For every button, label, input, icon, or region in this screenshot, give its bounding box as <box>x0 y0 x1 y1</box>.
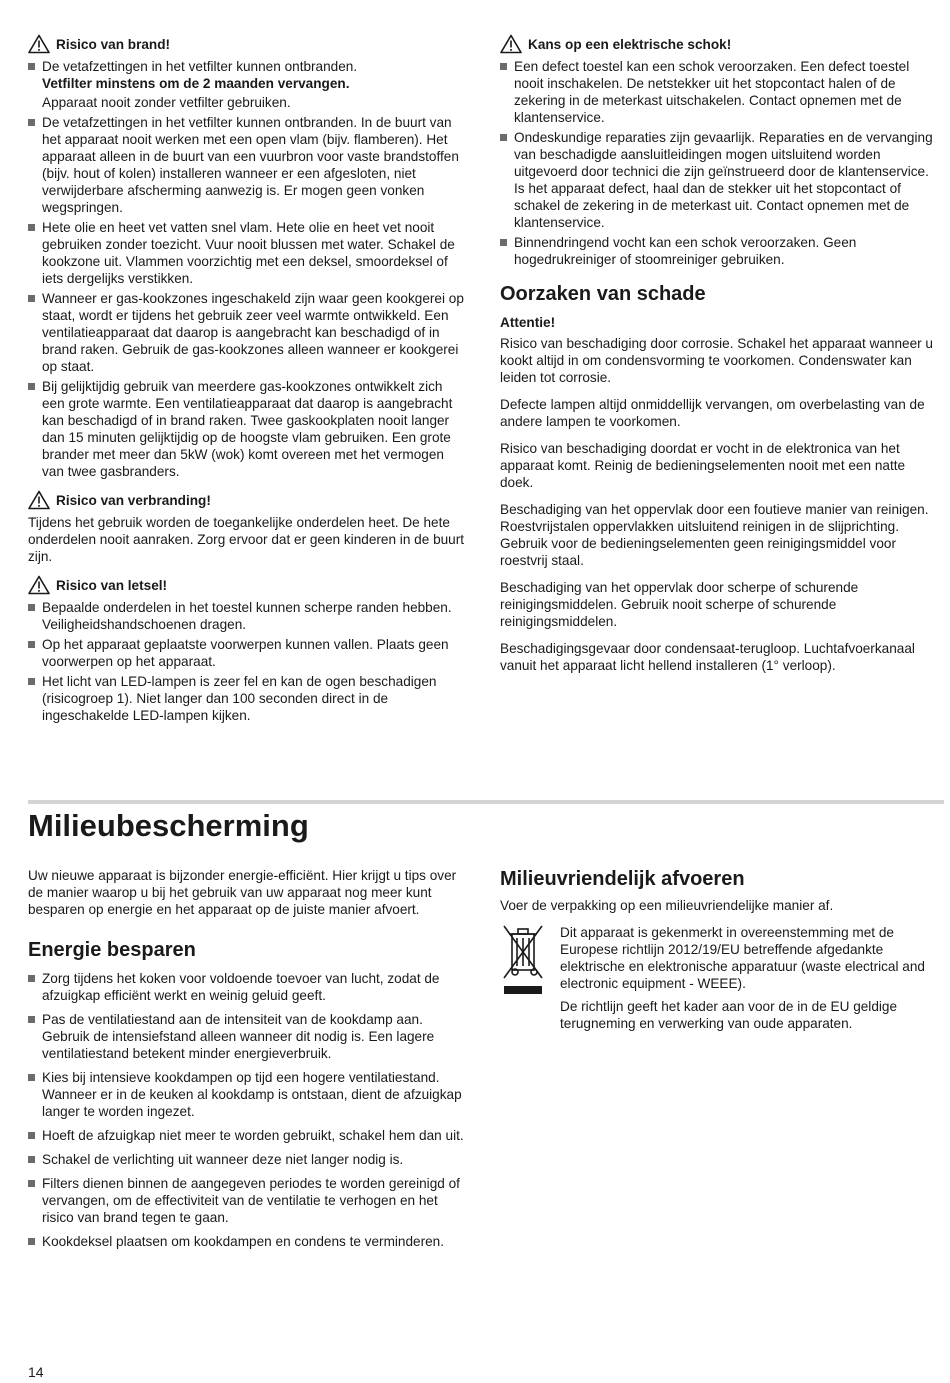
list-item: Schakel de verlichting uit wanneer deze niet langer nodig is. <box>28 1151 468 1168</box>
env-intro: Uw nieuwe apparaat is bijzonder energie-efficiënt. Hier krijgt u tips over de manier waarop u bij het gebruik van uw apparaat nog meer kunt besparen op energie en het apparaat op de juiste manier afvoert. <box>28 868 457 917</box>
list-item: Zorg tijdens het koken voor voldoende toevoer van lucht, zodat de afzuigkap efficiënt werkt en weinig geluid geeft. <box>28 970 468 1004</box>
shock-warning-label: Kans op een elektrische schok! <box>528 36 732 52</box>
shock-warning-title <box>500 34 940 54</box>
damage-paragraph: Risico van beschadiging doordat er vocht in de elektronica van het apparaat komt. Reinig de bedieningselementen nooit met een natte doek. <box>500 441 906 490</box>
fire-warning-title <box>28 34 468 54</box>
section-divider <box>28 800 944 804</box>
disposal-intro: Voer de verpakking op een milieuvriendelijke manier af. <box>500 898 834 913</box>
energy-heading: Energie besparen <box>28 939 196 961</box>
list-item: Kies bij intensieve kookdampen op tijd een hogere ventilatiestand. Wanneer er in de keuken al kookdamp is ontstaan, dient de afzuigkap langer te worden ingezet. <box>28 1069 468 1120</box>
left-column <box>28 34 468 727</box>
disposal-heading: Milieuvriendelijk afvoeren <box>500 868 745 890</box>
list-item: De vetafzettingen in het vetfilter kunnen ontbranden. In de buurt van het apparaat nooit werken met een open vlam (bijv. flamberen). Het apparaat alleen in de buurt van een vuurbron voor vaste brandstoffen (bijv. hout of kolen) installeren wanneer er een afgesloten, niet verwijderbare afscherming aanwezig is. Er mogen geen vonken wegspringen. <box>28 114 468 216</box>
weee-block <box>500 924 940 1032</box>
damage-paragraph: Beschadiging van het oppervlak door een foutieve manier van reinigen. Roestvrijstalen oppervlakken uitsluitend reinigen in de slijprichting. Gebruik voor de bedieningselementen geen reinigingsmiddel voor roestvrij staal. <box>500 502 929 568</box>
list-item-bold: Vetfilter minstens om de 2 maanden vervangen. <box>42 76 350 91</box>
warning-triangle-icon <box>500 34 522 54</box>
list-item: Binnendringend vocht kan een schok veroorzaken. Geen hogedrukreiniger of stoomreiniger gebruiken. <box>500 234 940 268</box>
damage-heading: Oorzaken van schade <box>500 283 706 305</box>
disposal-column <box>500 867 940 1032</box>
list-item: Hete olie en heet vet vatten snel vlam. Hete olie en heet vet nooit gebruiken zonder toezicht. Vuur nooit blussen met water. Schakel de kookzone uit. Vlammen voorzichtig met een deksel, smoordeksel of iets dergelijks verstikken. <box>28 219 468 287</box>
energy-bullet-list <box>28 970 468 1250</box>
injury-bullet-list <box>28 599 468 724</box>
fire-warning-label: Risico van brand! <box>56 36 171 52</box>
weee-paragraph: Dit apparaat is gekenmerkt in overeenstemming met de Europese richtlijn 2012/19/EU betreffende afgedankte elektrische en elektronische apparatuur (waste electrical and electronic equipment - WEEE). <box>560 925 925 991</box>
list-item: Hoeft de afzuigkap niet meer te worden gebruikt, schakel hem dan uit. <box>28 1127 468 1144</box>
section-title: Milieubescherming <box>28 808 309 843</box>
damage-paragraph: Beschadiging van het oppervlak door scherpe of schurende reinigingsmiddelen. Gebruik nooit scherpe of schurende reinigingsmiddelen. <box>500 580 859 629</box>
list-item: Een defect toestel kan een schok veroorzaken. Een defect toestel nooit inschakelen. De netstekker uit het stopcontact halen of de zekering in de meterkast uitschakelen. Contact opnemen met de klantenservice. <box>500 58 940 126</box>
list-item: Kookdeksel plaatsen om kookdampen en condens te verminderen. <box>28 1233 468 1250</box>
warning-triangle-icon <box>28 575 50 595</box>
burn-warning-title <box>28 490 468 510</box>
damage-paragraph: Risico van beschadiging door corrosie. Schakel het apparaat wanneer u kookt altijd in om condensvorming te voorkomen. Condenswater kan leiden tot corrosie. <box>500 336 933 385</box>
burn-warning-label: Risico van verbranding! <box>56 492 211 508</box>
right-column <box>500 34 940 674</box>
list-item: Op het apparaat geplaatste voorwerpen kunnen vallen. Plaats geen voorwerpen op het apparaat. <box>28 636 468 670</box>
list-item: Bij gelijktijdig gebruik van meerdere gas-kookzones ontwikkelt zich een grote warmte. Een ventilatieapparaat dat daarop is aangebracht kan beschadigd of in brand raken. Twee gaskookplaten nooit langer dan 15 minuten gelijktijdig op de hoogste vlam gebruiken. Een grote brander met meer dan 5kW (wok) komt overeen met het vermogen van twee gasbranders. <box>28 378 468 480</box>
shock-bullet-list <box>500 58 940 268</box>
injury-warning-label: Risico van letsel! <box>56 577 168 593</box>
crossed-bin-icon <box>500 924 546 1032</box>
list-item: Bepaalde onderdelen in het toestel kunnen scherpe randen hebben. Veiligheidshandschoenen dragen. <box>28 599 468 633</box>
list-item: Wanneer er gas-kookzones ingeschakeld zijn waar geen kookgerei op staat, wordt er tijdens het gebruik zeer veel warmte ontwikkeld. Een ventilatieapparaat dat daarop is aangebracht kan beschadigd of in brand raken. Gebruik de gas-kookzones alleen wanneer er kookgerei op staat. <box>28 290 468 375</box>
warning-triangle-icon <box>28 34 50 54</box>
attention-label: Attentie! <box>500 315 556 330</box>
list-item-extra: Apparaat nooit zonder vetfilter gebruiken. <box>42 95 291 110</box>
damage-paragraph: Defecte lampen altijd onmiddellijk vervangen, om overbelasting van de andere lampen te voorkomen. <box>500 397 925 429</box>
list-item: Pas de ventilatiestand aan de intensiteit van de kookdamp aan. Gebruik de intensiefstand alleen wanneer dit nodig is. Een lagere ventilatiestand betekent minder energieverbruik. <box>28 1011 468 1062</box>
list-item: Filters dienen binnen de aangegeven periodes te worden gereinigd of vervangen, om de effectiviteit van de ventilatie te verhogen en het risico van brand tegen te gaan. <box>28 1175 468 1226</box>
damage-paragraph: Beschadigingsgevaar door condensaat-terugloop. Luchtafvoerkanaal vanuit het apparaat licht hellend installeren (1° verloop). <box>500 641 915 673</box>
fire-bullet-list <box>28 58 468 480</box>
injury-warning-title <box>28 575 468 595</box>
energy-column <box>28 867 468 1257</box>
list-item: Ondeskundige reparaties zijn gevaarlijk. Reparaties en de vervanging van beschadigde aansluitleidingen mogen uitsluitend worden uitgevoerd door technici die zijn geïnstrueerd door de klantenservice. Is het apparaat defect, haal dan de stekker uit het stopcontact of schakel de zekering in de meterkast uit. Contact opnemen met de klantenservice. <box>500 129 940 231</box>
page-number: 14 <box>28 1364 44 1380</box>
list-item: Het licht van LED-lampen is zeer fel en kan de ogen beschadigen (risicogroep 1). Niet langer dan 100 seconden direct in de ingeschakelde LED-lampen kijken. <box>28 673 468 724</box>
burn-warning-text: Tijdens het gebruik worden de toegankelijke onderdelen heet. De hete onderdelen nooit aanraken. Zorg ervoor dat er geen kinderen in de buurt zijn. <box>28 515 465 564</box>
warning-triangle-icon <box>28 490 50 510</box>
list-item: De vetafzettingen in het vetfilter kunnen ontbranden. Vetfilter minstens om de 2 maanden vervangen. Apparaat nooit zonder vetfilter gebruiken. <box>28 58 468 111</box>
weee-paragraph: De richtlijn geeft het kader aan voor de in de EU geldige terugneming en verwerking van oude apparaten. <box>560 999 898 1031</box>
